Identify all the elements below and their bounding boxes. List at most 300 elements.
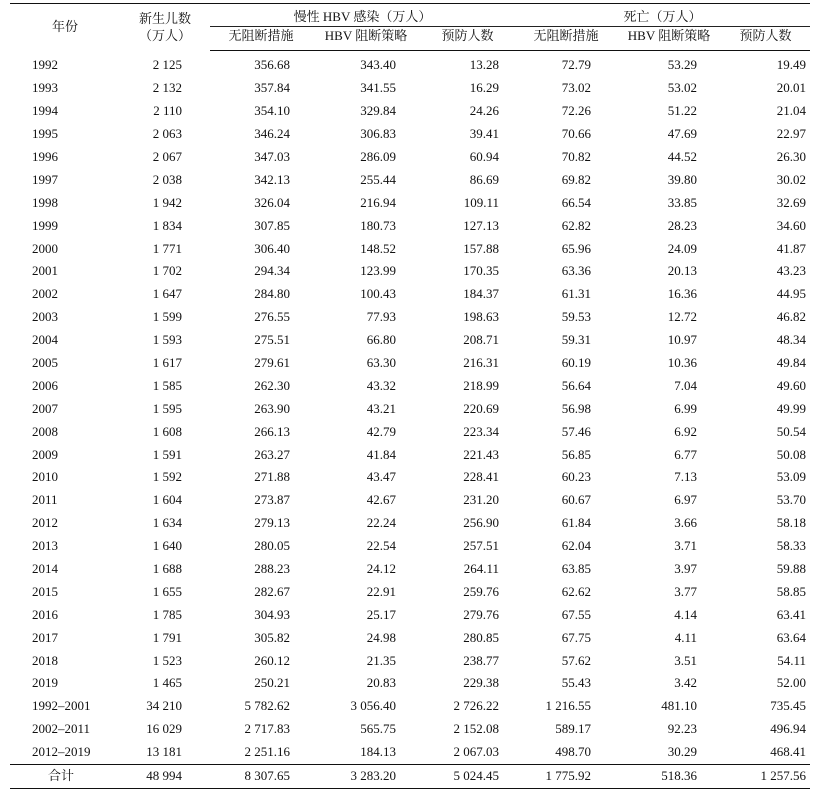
cell-value: 43.23 — [776, 263, 806, 279]
cell-value: 329.84 — [360, 103, 396, 119]
cell-value: 1 599 — [152, 309, 182, 325]
cell-value: 60.94 — [469, 149, 499, 164]
cell-value: 279.61 — [254, 355, 290, 371]
cell-value: 498.70 — [555, 744, 591, 760]
cell-value: 257.51 — [463, 538, 499, 554]
cell-value: 271.88 — [254, 469, 290, 485]
cell-value: 77.93 — [366, 309, 396, 325]
table-row — [10, 695, 810, 718]
cell-value: 56.98 — [561, 400, 591, 416]
cell-value: 49.60 — [776, 377, 806, 393]
row-label: 1996 — [32, 149, 58, 164]
header-sub-death-strategy: HBV 阻断策略 — [617, 27, 721, 51]
cell-value: 481.10 — [661, 698, 697, 714]
cell-value: 65.96 — [561, 240, 591, 256]
cell-value: 70.82 — [561, 149, 591, 164]
cell-value: 357.84 — [254, 80, 290, 96]
cell-value: 59.31 — [561, 332, 591, 348]
header-sub-death-no-measure: 无阻断措施 — [515, 27, 617, 51]
cell-value: 3.42 — [674, 675, 697, 691]
cell-value: 255.44 — [360, 171, 396, 187]
cell-value: 58.33 — [776, 538, 806, 554]
row-label: 1994 — [32, 103, 58, 119]
cell-value: 39.80 — [667, 171, 697, 187]
table-row — [10, 649, 810, 672]
cell-value: 220.69 — [463, 400, 499, 416]
cell-value: 56.64 — [561, 377, 591, 393]
cell-value: 3 056.40 — [350, 698, 396, 714]
cell-value: 218.99 — [463, 377, 499, 393]
table-row — [10, 191, 810, 214]
cell-value: 47.69 — [667, 126, 697, 142]
cell-value: 63.30 — [366, 355, 396, 371]
cell-value: 72.79 — [561, 57, 591, 73]
table-body — [10, 51, 810, 789]
cell-value: 282.67 — [254, 583, 290, 599]
cell-value: 286.09 — [360, 149, 396, 164]
cell-value: 1 771 — [152, 240, 182, 256]
cell-value: 41.87 — [776, 240, 806, 256]
cell-value: 57.46 — [561, 423, 591, 439]
cell-value: 1 595 — [152, 400, 182, 416]
table-row — [10, 558, 810, 581]
cell-value: 354.10 — [254, 103, 290, 119]
row-label: 2016 — [32, 606, 58, 622]
cell-value: 63.36 — [561, 263, 591, 279]
cell-value: 1 585 — [152, 377, 182, 393]
cell-value: 356.68 — [254, 57, 290, 73]
cell-value: 13 181 — [146, 744, 182, 760]
cell-value: 127.13 — [463, 217, 499, 233]
header-sub-death-prevented: 预防人数 — [721, 27, 810, 51]
cell-value: 496.94 — [770, 721, 806, 737]
total-value: 518.36 — [617, 764, 721, 788]
cell-value: 53.02 — [667, 80, 697, 96]
cell-value: 735.45 — [770, 698, 806, 714]
cell-value: 1 608 — [152, 423, 182, 439]
header-year: 年份 — [10, 4, 120, 51]
cell-value: 53.29 — [667, 57, 697, 73]
cell-value: 43.32 — [366, 377, 396, 393]
table-row — [10, 741, 810, 764]
cell-value: 60.67 — [561, 492, 591, 508]
cell-value: 262.30 — [254, 377, 290, 393]
table-row — [10, 260, 810, 283]
row-label: 2007 — [32, 400, 58, 416]
cell-value: 1 655 — [152, 583, 182, 599]
cell-value: 2 132 — [152, 80, 182, 96]
cell-value: 279.13 — [254, 515, 290, 531]
cell-value: 216.94 — [360, 194, 396, 210]
cell-value: 67.55 — [561, 606, 591, 622]
table-row — [10, 512, 810, 535]
cell-value: 59.88 — [776, 561, 806, 577]
cell-value: 2 067.03 — [453, 744, 499, 760]
cell-value: 24.98 — [366, 629, 396, 645]
row-label: 2019 — [32, 675, 58, 691]
total-value: 48 994 — [120, 764, 210, 788]
total-value: 8 307.65 — [210, 764, 312, 788]
cell-value: 2 063 — [152, 126, 182, 142]
cell-value: 306.40 — [254, 240, 290, 256]
row-label: 2003 — [32, 309, 58, 325]
cell-value: 58.18 — [776, 515, 806, 531]
table-row — [10, 489, 810, 512]
cell-value: 73.02 — [561, 80, 591, 96]
cell-value: 288.23 — [254, 561, 290, 577]
cell-value: 52.00 — [776, 675, 806, 691]
row-label: 1992–2001 — [32, 698, 91, 714]
cell-value: 294.34 — [254, 263, 290, 279]
cell-value: 565.75 — [360, 721, 396, 737]
row-label: 1999 — [32, 217, 58, 233]
total-value: 5 024.45 — [420, 764, 515, 788]
cell-value: 208.71 — [463, 332, 499, 348]
cell-value: 7.04 — [674, 377, 697, 393]
cell-value: 20.13 — [667, 263, 697, 279]
cell-value: 22.54 — [366, 538, 396, 554]
cell-value: 20.01 — [776, 80, 806, 96]
cell-value: 22.97 — [776, 126, 806, 142]
total-label: 合计 — [10, 764, 120, 788]
cell-value: 306.83 — [360, 126, 396, 142]
cell-value: 347.03 — [254, 149, 290, 164]
cell-value: 55.43 — [561, 675, 591, 691]
cell-value: 41.84 — [366, 446, 396, 462]
row-label: 2001 — [32, 263, 58, 279]
cell-value: 25.17 — [366, 606, 396, 622]
table-row — [10, 672, 810, 695]
cell-value: 2 038 — [152, 171, 182, 187]
cell-value: 70.66 — [561, 126, 591, 142]
cell-value: 63.64 — [776, 629, 806, 645]
cell-value: 221.43 — [463, 446, 499, 462]
row-label: 2018 — [32, 652, 58, 668]
row-label: 2009 — [32, 446, 58, 462]
cell-value: 184.37 — [463, 286, 499, 302]
table-row — [10, 626, 810, 649]
total-value: 1 775.92 — [515, 764, 617, 788]
cell-value: 34 210 — [146, 698, 182, 714]
cell-value: 30.02 — [776, 171, 806, 187]
row-label: 2002 — [32, 286, 58, 302]
cell-value: 1 647 — [152, 286, 182, 302]
table-row — [10, 146, 810, 169]
total-value: 1 257.56 — [721, 764, 810, 788]
cell-value: 54.11 — [777, 652, 806, 668]
row-label: 1992 — [32, 57, 58, 73]
row-label: 2012 — [32, 515, 58, 531]
cell-value: 589.17 — [555, 721, 591, 737]
cell-value: 2 152.08 — [453, 721, 499, 737]
cell-value: 46.82 — [776, 309, 806, 325]
cell-value: 42.79 — [366, 423, 396, 439]
cell-value: 24.12 — [366, 561, 396, 577]
cell-value: 60.23 — [561, 469, 591, 485]
cell-value: 62.62 — [561, 583, 591, 599]
row-label: 2017 — [32, 629, 58, 645]
row-label: 2004 — [32, 332, 58, 348]
cell-value: 3.77 — [674, 583, 697, 599]
cell-value: 1 523 — [152, 652, 182, 668]
row-label: 1995 — [32, 126, 58, 142]
header-sub-infection-prevented: 预防人数 — [420, 27, 515, 51]
cell-value: 326.04 — [254, 194, 290, 210]
row-label: 2011 — [32, 492, 58, 508]
cell-value: 238.77 — [463, 652, 499, 668]
cell-value: 280.85 — [463, 629, 499, 645]
cell-value: 53.70 — [776, 492, 806, 508]
header-births — [120, 4, 210, 51]
cell-value: 305.82 — [254, 629, 290, 645]
cell-value: 44.95 — [776, 286, 806, 302]
cell-value: 34.60 — [776, 217, 806, 233]
cell-value: 342.13 — [254, 171, 290, 187]
cell-value: 3.66 — [674, 515, 697, 531]
cell-value: 13.28 — [469, 57, 499, 73]
cell-value: 10.97 — [667, 332, 697, 348]
row-label: 2000 — [32, 240, 58, 256]
table-row — [10, 77, 810, 100]
cell-value: 10.36 — [667, 355, 697, 371]
row-label: 2006 — [32, 377, 58, 393]
table-row — [10, 466, 810, 489]
cell-value: 67.75 — [561, 629, 591, 645]
cell-value: 468.41 — [770, 744, 806, 760]
cell-value: 42.67 — [366, 492, 396, 508]
cell-value: 48.34 — [776, 332, 806, 348]
cell-value: 63.41 — [776, 606, 806, 622]
cell-value: 53.09 — [776, 469, 806, 485]
cell-value: 109.11 — [463, 194, 499, 210]
table-row — [10, 374, 810, 397]
cell-value: 180.73 — [360, 217, 396, 233]
cell-value: 273.87 — [254, 492, 290, 508]
cell-value: 157.88 — [463, 240, 499, 256]
cell-value: 49.99 — [776, 400, 806, 416]
cell-value: 28.23 — [667, 217, 697, 233]
row-label: 2002–2011 — [32, 721, 91, 737]
cell-value: 4.11 — [674, 629, 697, 645]
cell-value: 1 791 — [152, 629, 182, 645]
cell-value: 86.69 — [469, 171, 499, 187]
cell-value: 284.80 — [254, 286, 290, 302]
table-row — [10, 214, 810, 237]
cell-value: 123.99 — [360, 263, 396, 279]
cell-value: 33.85 — [667, 194, 697, 210]
cell-value: 2 125 — [152, 57, 182, 73]
cell-value: 6.99 — [674, 400, 697, 416]
total-value: 3 283.20 — [312, 764, 420, 788]
cell-value: 148.52 — [360, 240, 396, 256]
cell-value: 264.11 — [463, 561, 499, 577]
row-label: 2014 — [32, 561, 58, 577]
header-sub-infection-strategy: HBV 阻断策略 — [312, 27, 420, 51]
hbv-data-table — [10, 3, 810, 789]
cell-value: 2 251.16 — [244, 744, 290, 760]
cell-value: 16.29 — [469, 80, 499, 96]
row-label: 1998 — [32, 194, 58, 210]
cell-value: 1 592 — [152, 469, 182, 485]
cell-value: 276.55 — [254, 309, 290, 325]
cell-value: 6.97 — [674, 492, 697, 508]
cell-value: 2 726.22 — [453, 698, 499, 714]
cell-value: 2 067 — [152, 149, 182, 164]
cell-value: 256.90 — [463, 515, 499, 531]
cell-value: 279.76 — [463, 606, 499, 622]
cell-value: 3.51 — [674, 652, 697, 668]
cell-value: 43.21 — [366, 400, 396, 416]
header-group-death: 死亡（万人） — [515, 4, 810, 27]
cell-value: 184.13 — [360, 744, 396, 760]
cell-value: 263.90 — [254, 400, 290, 416]
cell-value: 263.27 — [254, 446, 290, 462]
cell-value: 16.36 — [667, 286, 697, 302]
cell-value: 24.09 — [667, 240, 697, 256]
cell-value: 62.04 — [561, 538, 591, 554]
cell-value: 260.12 — [254, 652, 290, 668]
cell-value: 16 029 — [146, 721, 182, 737]
cell-value: 4.14 — [674, 606, 697, 622]
cell-value: 346.24 — [254, 126, 290, 142]
cell-value: 50.08 — [776, 446, 806, 462]
table-row — [10, 718, 810, 741]
header-births-line2: （万人） — [138, 28, 191, 44]
row-label: 2008 — [32, 423, 58, 439]
cell-value: 1 216.55 — [545, 698, 591, 714]
cell-value: 20.83 — [366, 675, 396, 691]
cell-value: 231.20 — [463, 492, 499, 508]
cell-value: 100.43 — [360, 286, 396, 302]
row-label: 2005 — [32, 355, 58, 371]
cell-value: 1 617 — [152, 355, 182, 371]
cell-value: 44.52 — [667, 149, 697, 164]
cell-value: 22.91 — [366, 583, 396, 599]
table-header — [10, 4, 810, 51]
cell-value: 1 604 — [152, 492, 182, 508]
table-row — [10, 306, 810, 329]
cell-value: 61.31 — [561, 286, 591, 302]
cell-value: 22.24 — [366, 515, 396, 531]
cell-value: 2 717.83 — [244, 721, 290, 737]
cell-value: 32.69 — [776, 194, 806, 210]
cell-value: 307.85 — [254, 217, 290, 233]
cell-value: 1 593 — [152, 332, 182, 348]
cell-value: 228.41 — [463, 469, 499, 485]
cell-value: 1 591 — [152, 446, 182, 462]
cell-value: 6.77 — [674, 446, 697, 462]
cell-value: 1 702 — [152, 263, 182, 279]
cell-value: 61.84 — [561, 515, 591, 531]
cell-value: 3.97 — [674, 561, 697, 577]
row-label: 1993 — [32, 80, 58, 96]
table-row — [10, 580, 810, 603]
cell-value: 216.31 — [463, 355, 499, 371]
cell-value: 51.22 — [667, 103, 697, 119]
cell-value: 1 942 — [152, 194, 182, 210]
cell-value: 62.82 — [561, 217, 591, 233]
cell-value: 57.62 — [561, 652, 591, 668]
cell-value: 63.85 — [561, 561, 591, 577]
cell-value: 6.92 — [674, 423, 697, 439]
table-row — [10, 237, 810, 260]
cell-value: 343.40 — [360, 57, 396, 73]
cell-value: 275.51 — [254, 332, 290, 348]
cell-value: 229.38 — [463, 675, 499, 691]
table-row — [10, 329, 810, 352]
cell-value: 21.35 — [366, 652, 396, 668]
table-row — [10, 352, 810, 375]
header-sub-infection-no-measure: 无阻断措施 — [210, 27, 312, 51]
cell-value: 39.41 — [469, 126, 499, 142]
cell-value: 30.29 — [667, 744, 697, 760]
cell-value: 56.85 — [561, 446, 591, 462]
row-label: 1997 — [32, 171, 58, 187]
cell-value: 1 785 — [152, 606, 182, 622]
cell-value: 66.80 — [366, 332, 396, 348]
cell-value: 7.13 — [674, 469, 697, 485]
cell-value: 170.35 — [463, 263, 499, 279]
table-row — [10, 397, 810, 420]
cell-value: 92.23 — [667, 721, 697, 737]
table-row — [10, 168, 810, 191]
cell-value: 304.93 — [254, 606, 290, 622]
cell-value: 5 782.62 — [244, 698, 290, 714]
table-row — [10, 283, 810, 306]
cell-value: 19.49 — [776, 57, 806, 73]
table-row — [10, 100, 810, 123]
header-group-infection: 慢性 HBV 感染（万人） — [210, 4, 515, 27]
cell-value: 1 640 — [152, 538, 182, 554]
table-row — [10, 420, 810, 443]
cell-value: 250.21 — [254, 675, 290, 691]
cell-value: 26.30 — [776, 149, 806, 164]
cell-value: 1 834 — [152, 217, 182, 233]
cell-value: 24.26 — [469, 103, 499, 119]
cell-value: 223.34 — [463, 423, 499, 439]
cell-value: 266.13 — [254, 423, 290, 439]
cell-value: 280.05 — [254, 538, 290, 554]
cell-value: 3.71 — [674, 538, 697, 554]
table-row — [10, 535, 810, 558]
cell-value: 21.04 — [776, 103, 806, 119]
cell-value: 69.82 — [561, 171, 591, 187]
row-label: 2012–2019 — [32, 744, 91, 760]
cell-value: 2 110 — [153, 103, 182, 119]
header-births-line1: 新生儿数 — [138, 11, 191, 27]
row-label: 2015 — [32, 583, 58, 599]
table-row — [10, 51, 810, 77]
cell-value: 12.72 — [667, 309, 697, 325]
cell-value: 43.47 — [366, 469, 396, 485]
table-row — [10, 443, 810, 466]
cell-value: 60.19 — [561, 355, 591, 371]
cell-value: 59.53 — [561, 309, 591, 325]
cell-value: 50.54 — [776, 423, 806, 439]
cell-value: 66.54 — [561, 194, 591, 210]
cell-value: 198.63 — [463, 309, 499, 325]
table-row — [10, 123, 810, 146]
cell-value: 49.84 — [776, 355, 806, 371]
row-label: 2013 — [32, 538, 58, 554]
cell-value: 1 465 — [152, 675, 182, 691]
total-row — [10, 764, 810, 788]
cell-value: 72.26 — [561, 103, 591, 119]
cell-value: 1 688 — [152, 561, 182, 577]
cell-value: 58.85 — [776, 583, 806, 599]
cell-value: 259.76 — [463, 583, 499, 599]
table-row — [10, 603, 810, 626]
